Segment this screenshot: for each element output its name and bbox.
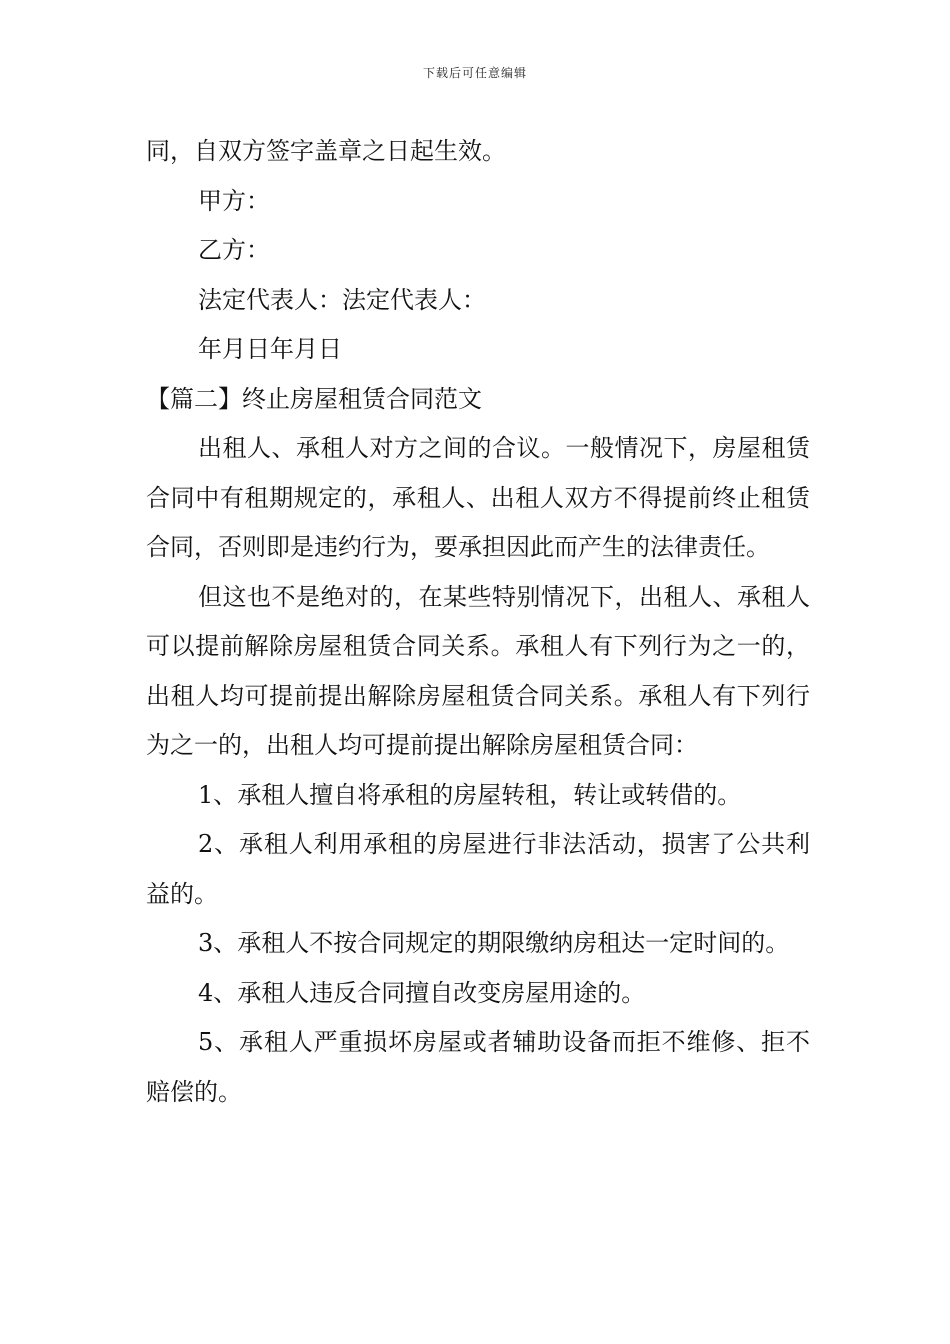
list-item-1: 1、承租人擅自将承租的房屋转租，转让或转借的。 — [198, 780, 742, 809]
section-heading: 【篇二】终止房屋租赁合同范文 — [146, 384, 482, 413]
list-item-2: 2、承租人利用承租的房屋进行非法活动，损害了公共利益的。 — [146, 830, 810, 908]
paragraph-party-a: 甲方： — [198, 186, 270, 215]
paragraph-intro: 出租人、承租人对方之间的合议。一般情况下，房屋租赁合同中有租期规定的，承租人、出租人双方不得提前终止租赁合同，否则即是违约行为，要承担因此而产生的法律责任。 — [146, 434, 810, 561]
paragraph-party-b: 乙方： — [198, 236, 270, 264]
list-item-3: 3、承租人不按合同规定的期限缴纳房租达一定时间的。 — [198, 929, 790, 957]
paragraph-dates: 年月日年月日 — [198, 335, 342, 363]
paragraph-exceptions: 但这也不是绝对的，在某些特别情况下，出租人、承租人可以提前解除房屋租赁合同关系。承租人有下列行为之一的，出租人均可提前提出解除房屋租赁合同关系。承租人有下列行为之一的，出租人均可提前提出解除房屋租赁合同： — [146, 582, 810, 759]
list-item-4: 4、承租人违反合同擅自改变房屋用途的。 — [198, 978, 646, 1007]
header-note: 下载后可任意编辑 — [422, 66, 527, 80]
list-item-5: 5、承租人严重损坏房屋或者辅助设备而拒不维修、拒不赔偿的。 — [146, 1028, 810, 1106]
paragraph-legal-representatives: 法定代表人：法定代表人： — [198, 285, 486, 314]
paragraph-effective-clause: 同，自双方签字盖章之日起生效。 — [146, 137, 506, 165]
document-body — [146, 127, 810, 1117]
